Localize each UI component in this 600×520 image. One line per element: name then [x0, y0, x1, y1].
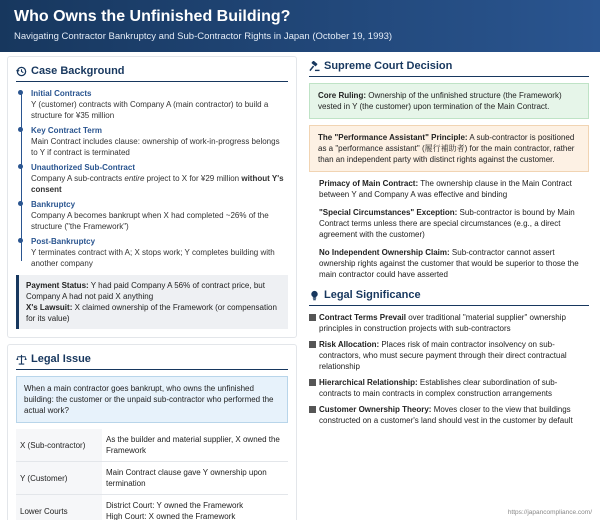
timeline-item: [31, 88, 288, 121]
timeline-item: [31, 236, 288, 269]
page-subtitle: Navigating Contractor Bankruptcy and Sub-Contractor Rights in Japan (October 19, 1993): [14, 31, 393, 42]
supreme-court-heading: [309, 60, 589, 77]
timeline-item-body: [31, 173, 288, 195]
timeline-item-head: Bankruptcy: [31, 200, 76, 209]
case-background-heading: [16, 65, 288, 82]
gavel-icon: [309, 61, 320, 72]
decision-point: [319, 207, 589, 240]
page-title: Who Owns the Unfinished Building?: [14, 8, 291, 25]
footer-url: https://japancompliance.com/: [507, 509, 592, 516]
high-court-text: High Court: X owned the Framework: [106, 512, 236, 520]
timeline-item: [31, 162, 288, 195]
emphasis-text: entire: [124, 174, 145, 183]
core-ruling-box: [309, 83, 589, 119]
point-text: Sub-contractor cannot assert ownership rights against the customer that would be superior to those the main contractor could have asserted: [319, 248, 579, 279]
significance-item: [309, 404, 589, 426]
right-column: [305, 56, 593, 431]
point-label: No Independent Ownership Claim:: [319, 248, 450, 257]
significance-item: [309, 312, 589, 334]
user-icon: [309, 406, 316, 413]
timeline-item-head: Unauthorized Sub-Contract: [31, 163, 135, 172]
lawsuit-label: X's Lawsuit:: [26, 303, 73, 312]
legal-significance-section: [305, 287, 593, 426]
position-cell: As the builder and material supplier, X owned the Framework: [102, 429, 288, 462]
strong-text: without Y's consent: [31, 174, 284, 194]
significance-label: Hierarchical Relationship:: [319, 378, 418, 387]
table-row: [16, 495, 288, 520]
positions-table: [16, 429, 288, 520]
significance-item: [309, 339, 589, 372]
core-ruling-label: Core Ruling:: [318, 91, 366, 100]
legal-question: When a main contractor goes bankrupt, who owns the unfinished building: the customer or the unpaid sub-contractor who performed the actual work?: [16, 376, 288, 423]
point-label: Primacy of Main Contract:: [319, 179, 419, 188]
table-row: [16, 429, 288, 462]
timeline-item-head: Key Contract Term: [31, 126, 102, 135]
core-ruling-text: Ownership of the unfinished structure (the Framework) vested in Y (the customer) upon termination of the Main Contract.: [318, 91, 562, 111]
building-icon: [309, 314, 316, 321]
principle-text: A sub-contractor is positioned as a "performance assistant" (履行補助者) for the main contractor, rather than an independent party with distinct rights against the customer.: [318, 133, 575, 164]
shield-icon: [309, 341, 316, 348]
principle-label: The "Performance Assistant" Principle:: [318, 133, 468, 142]
decision-points: [309, 178, 589, 280]
lawsuit-text: X claimed ownership of the Framework (or compensation for its value): [26, 303, 277, 323]
case-background-card: [7, 56, 297, 338]
principle-box: [309, 125, 589, 172]
legal-issue-card: [7, 344, 297, 520]
legal-significance-title: Legal Significance: [324, 289, 421, 301]
body-text: Company A sub-contracts: [31, 174, 125, 183]
history-icon: [16, 66, 27, 77]
lightbulb-icon: [309, 290, 320, 301]
timeline-item-body: Y terminates contract with A; X stops work; Y completes building with another company: [31, 248, 275, 268]
table-row: [16, 462, 288, 495]
party-cell: X (Sub-contractor): [16, 429, 102, 462]
decision-point: [319, 178, 589, 200]
payment-status-label: Payment Status:: [26, 281, 89, 290]
significance-text: Moves closer to the view that buildings constructed on a customer's land should vest in the customer by default: [319, 405, 573, 425]
timeline-item-body: Company A becomes bankrupt when X had completed ~26% of the structure ("the Framework"): [31, 211, 269, 231]
significance-text: Places risk of main contractor insolvency on sub-contractors, who must secure payment through their direct contractual relationship: [319, 340, 567, 371]
body-text: project to X for ¥29 million: [144, 174, 242, 183]
timeline-item: [31, 199, 288, 232]
position-cell: Main Contract clause gave Y ownership upon termination: [102, 462, 288, 495]
legal-significance-heading: [309, 289, 589, 306]
supreme-court-section: [305, 56, 593, 280]
supreme-court-title: Supreme Court Decision: [324, 60, 453, 72]
significance-label: Customer Ownership Theory:: [319, 405, 432, 414]
timeline-item-head: Post-Bankruptcy: [31, 237, 96, 246]
case-background-title: Case Background: [31, 65, 125, 77]
case-timeline: [16, 88, 288, 269]
decision-point: [319, 247, 589, 280]
page-header: [0, 0, 600, 52]
significance-text: over traditional "material supplier" ownership principles in construction projects with sub-contractors: [319, 313, 566, 333]
party-cell: Y (Customer): [16, 462, 102, 495]
scales-icon: [16, 354, 27, 365]
legal-issue-title: Legal Issue: [31, 353, 91, 365]
timeline-item: [31, 125, 288, 158]
point-text: The ownership clause in the Main Contract between Y and Company A was effective and binding: [319, 179, 572, 199]
significance-label: Contract Terms Prevail: [319, 313, 406, 322]
significance-item: [309, 377, 589, 399]
party-cell: Lower Courts: [16, 495, 102, 520]
left-column: [7, 56, 297, 520]
hierarchy-icon: [309, 379, 316, 386]
legal-issue-heading: [16, 353, 288, 370]
timeline-item-body: Y (customer) contracts with Company A (main contractor) to build a structure for ¥35 million: [31, 100, 269, 120]
position-cell: [102, 495, 288, 520]
timeline-item-body: Main Contract includes clause: ownership of work-in-progress belongs to Y if contract is terminated: [31, 137, 280, 157]
point-text: Sub-contractor is bound by Main Contract terms unless there are special circumstances (e.g., a direct agreement with the customer): [319, 208, 575, 239]
status-box: [16, 275, 288, 329]
timeline-item-head: Initial Contracts: [31, 89, 92, 98]
payment-status-text: Y had paid Company A 56% of contract price, but Company A had not paid X anything: [26, 281, 265, 301]
significance-label: Risk Allocation:: [319, 340, 380, 349]
significance-text: Establishes clear subordination of sub-contracts to main contracts in complex construction arrangements: [319, 378, 558, 398]
district-court-text: District Court: Y owned the Framework: [106, 501, 244, 510]
point-label: "Special Circumstances" Exception:: [319, 208, 458, 217]
